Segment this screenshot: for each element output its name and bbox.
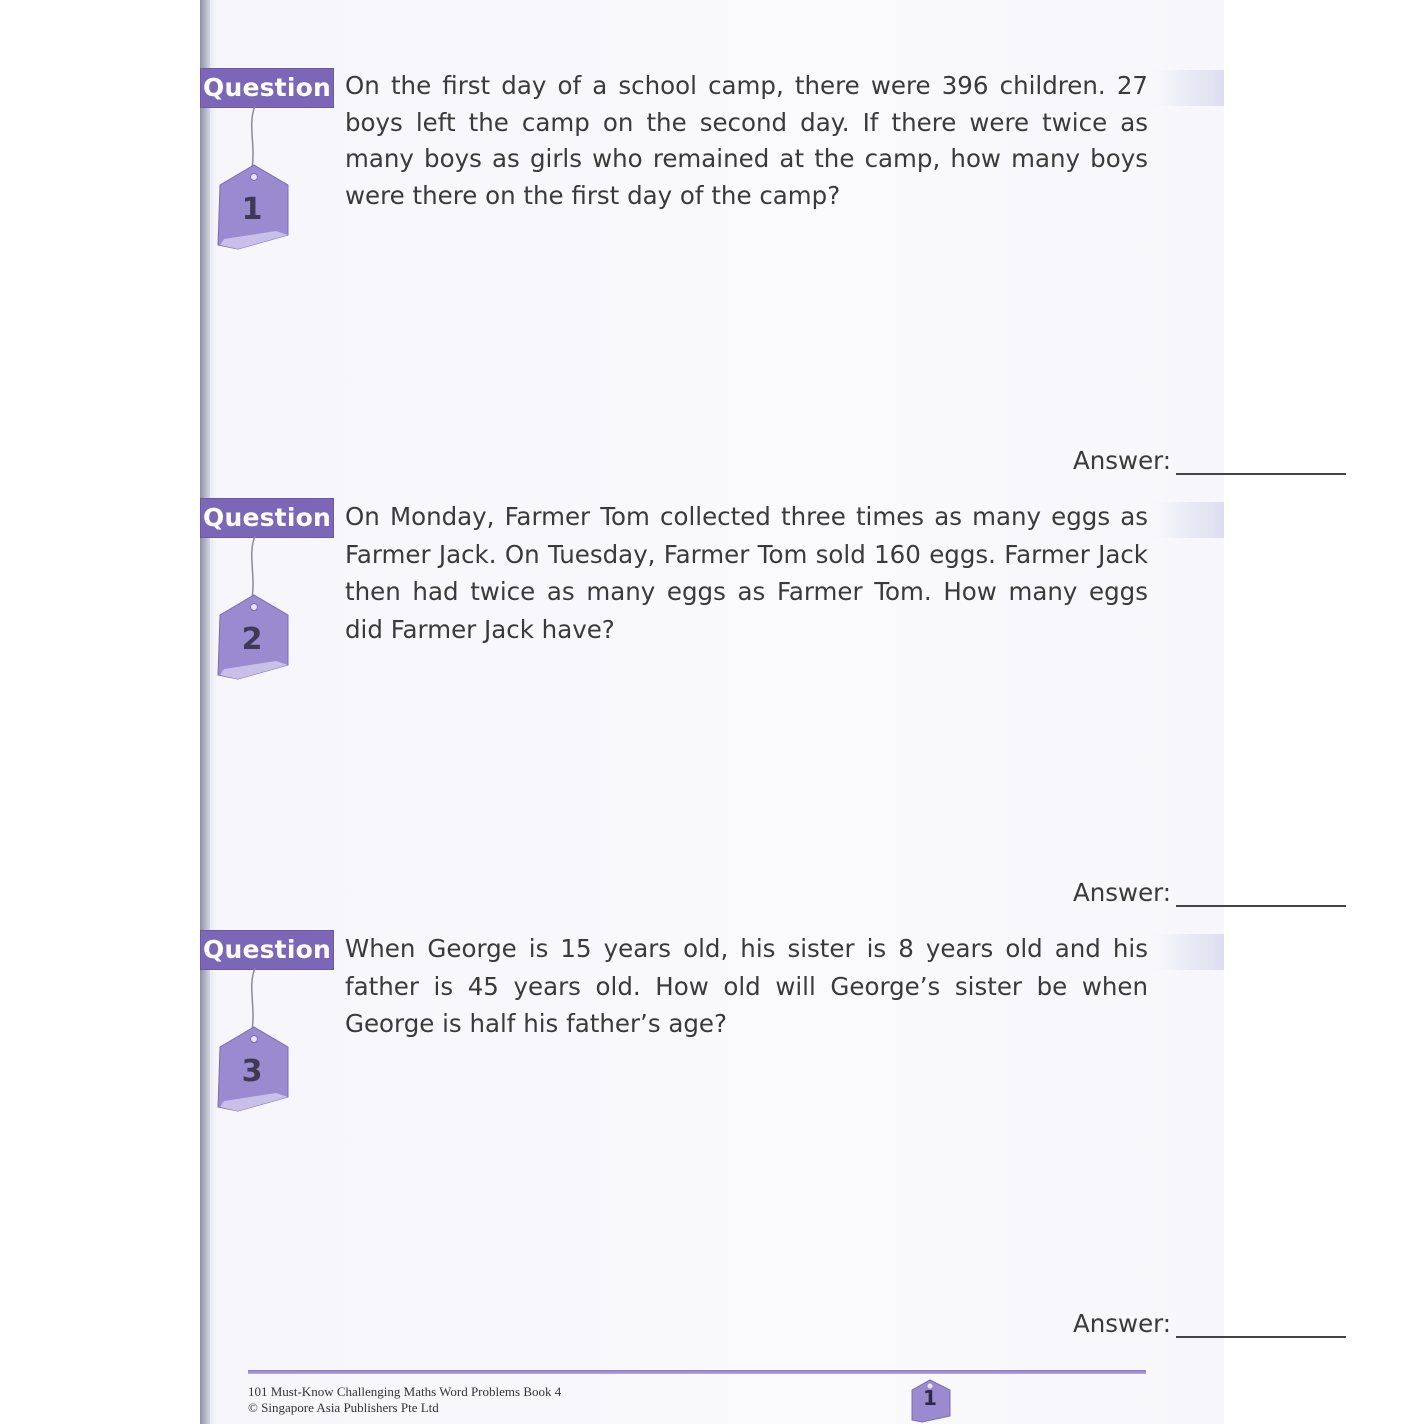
footer-book-title: 101 Must-Know Challenging Maths Word Problems Book 4 (248, 1384, 562, 1399)
question-label: Question (200, 930, 334, 970)
bleed-through-mark (1154, 934, 1224, 970)
question-text: When George is 15 years old, his sister is 8 years old and his father is 45 years old. How old will George’s sister be when George is half his father’s age? (345, 934, 1148, 1038)
answer-label: Answer: (1073, 878, 1172, 907)
bleed-through-mark (1154, 502, 1224, 538)
footer-copyright: © Singapore Asia Publishers Pte Ltd (248, 1400, 439, 1415)
answer-blank-line[interactable] (1176, 1336, 1346, 1338)
answer-blank-line[interactable] (1176, 905, 1346, 907)
answer-3 (1073, 1309, 1348, 1339)
footer-text (248, 1384, 561, 1416)
answer-2 (1073, 878, 1348, 908)
question-text: On the first day of a school camp, there were 396 children. 27 boys left the camp on the second day. If there were twice as many boys as girls who remained at the camp, how many boys were there on the first day of the camp? (345, 71, 1148, 210)
question-number: 2 (241, 622, 263, 657)
answer-blank-line[interactable] (1176, 473, 1346, 475)
question-number: 3 (241, 1054, 263, 1089)
book-spine-shadow (200, 0, 210, 1424)
answer-label: Answer: (1073, 446, 1172, 475)
question-label: Question (200, 498, 334, 538)
answer-1 (1073, 446, 1348, 476)
question-text: On Monday, Farmer Tom collected three times as many eggs as Farmer Jack. On Tuesday, Farmer Tom sold 160 eggs. Farmer Jack then had twice as many eggs as Farmer Tom. How many eggs did Farmer Jack have? (345, 502, 1148, 644)
bleed-through-mark (1154, 70, 1224, 106)
answer-label: Answer: (1073, 1309, 1172, 1338)
question-number: 1 (241, 192, 263, 227)
question-label: Question (200, 68, 334, 108)
page-number: 1 (923, 1386, 937, 1410)
footer-rule (248, 1370, 1146, 1374)
